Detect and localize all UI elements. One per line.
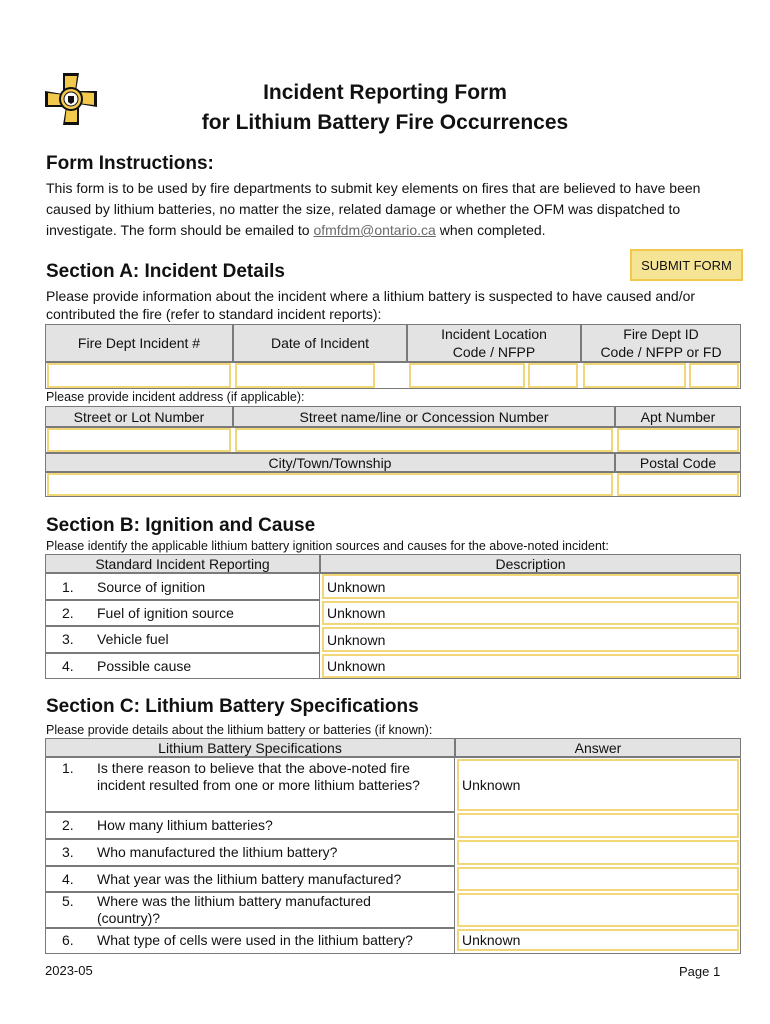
battery-count-input[interactable] [457,813,739,838]
col-street-name: Street name/line or Concession Number [233,406,615,427]
col-city: City/Town/Township [45,453,615,472]
row-number: 3. [62,631,74,647]
location-nfpp-input[interactable] [528,363,578,388]
row-number: 1. [62,760,74,776]
instructions-tail: when completed. [435,222,546,238]
row-number: 2. [62,605,74,621]
row-label: Vehicle fuel [97,631,169,647]
row-label-cell [45,626,320,653]
row-label: Who manufactured the lithium battery? [97,844,338,860]
form-title-line2: for Lithium Battery Fire Occurrences [201,111,569,134]
col-date-of-incident: Date of Incident [233,324,407,362]
vehicle-fuel-select[interactable]: Unknown [322,627,739,652]
battery-country-input[interactable] [457,893,739,927]
section-c-intro: Please provide details about the lithium battery or batteries (if known): [46,723,433,737]
col-incident-location-line1: Incident Location [441,326,547,342]
street-name-input[interactable] [235,428,613,452]
row-number: 2. [62,817,74,833]
apt-number-input[interactable] [617,428,739,452]
row-label: What type of cells were used in the lithium battery? [97,932,413,948]
instructions-body: This form is to be used by fire departments to submit key elements on fires that are believed to have been caused by lithium batteries, no matter the size, related damage or whether the OFM was dispatched to investigate. The form should be emailed to [46,180,701,238]
row-label: Is there reason to believe that the above-noted fire incident resulted from one or more lithium batteries? [97,760,420,793]
row-label: Where was the lithium battery manufactured (country)? [97,893,371,926]
row-number: 5. [62,893,74,909]
row-number: 6. [62,932,74,948]
col-fire-dept-id-line1: Fire Dept ID [623,326,699,342]
submit-form-button[interactable]: SUBMIT FORM [630,249,743,281]
battery-year-input[interactable] [457,867,739,891]
city-input[interactable] [47,473,613,496]
possible-cause-select[interactable]: Unknown [322,654,739,678]
section-b-heading: Section B: Ignition and Cause [46,515,316,536]
instructions-text [46,178,746,241]
form-title-line1: Incident Reporting Form [263,81,507,104]
dept-id-nfpp-input[interactable] [689,363,739,388]
col-fire-dept-incident: Fire Dept Incident # [45,324,233,362]
postal-code-input[interactable] [617,473,739,496]
email-link[interactable]: ofmfdm@ontario.ca [313,222,436,238]
col-incident-location-line2: Code / NFPP [452,344,536,360]
col-street-number: Street or Lot Number [45,406,233,427]
battery-manufacturer-input[interactable] [457,840,739,865]
street-number-input[interactable] [47,428,231,452]
row-label: What year was the lithium battery manufactured? [97,871,402,887]
date-of-incident-input[interactable] [235,363,375,388]
section-c-heading: Section C: Lithium Battery Specifications [46,696,419,717]
instructions-heading: Form Instructions: [46,153,214,174]
row-label: Fuel of ignition source [97,605,234,621]
page-number: Page 1 [679,964,721,979]
row-label: How many lithium batteries? [97,817,273,833]
section-a-heading: Section A: Incident Details [46,261,285,282]
form-version: 2023-05 [45,963,93,978]
section-a-intro: Please provide information about the incident where a lithium battery is suspected to have caused and/or contributed the fire (refer to standard incident reports): [46,288,696,322]
row-number: 4. [62,658,74,674]
col-description: Description [320,554,741,573]
location-code-input[interactable] [409,363,525,388]
cell-type-select[interactable]: Unknown [457,929,739,951]
row-label: Possible cause [97,658,192,674]
source-of-ignition-select[interactable]: Unknown [322,574,739,599]
col-standard-incident: Standard Incident Reporting [45,554,320,573]
col-fire-dept-id-line2: Code / NFPP or FD [600,344,722,360]
col-incident-location [407,324,581,362]
address-prompt: Please provide incident address (if applicable): [46,390,305,404]
row-label: Source of ignition [97,579,206,595]
col-postal-code: Postal Code [615,453,741,472]
row-number: 4. [62,871,74,887]
section-b-intro: Please identify the applicable lithium battery ignition sources and causes for the above-noted incident: [46,539,609,553]
fuel-of-ignition-select[interactable]: Unknown [322,601,739,625]
battery-cause-select[interactable]: Unknown [457,759,739,811]
col-battery-specifications: Lithium Battery Specifications [45,738,455,757]
fire-dept-incident-input[interactable] [47,363,231,388]
row-number: 1. [62,579,74,595]
col-apt-number: Apt Number [615,406,741,427]
row-number: 3. [62,844,74,860]
col-answer: Answer [455,738,741,757]
dept-id-code-input[interactable] [583,363,686,388]
col-fire-dept-id [581,324,741,362]
